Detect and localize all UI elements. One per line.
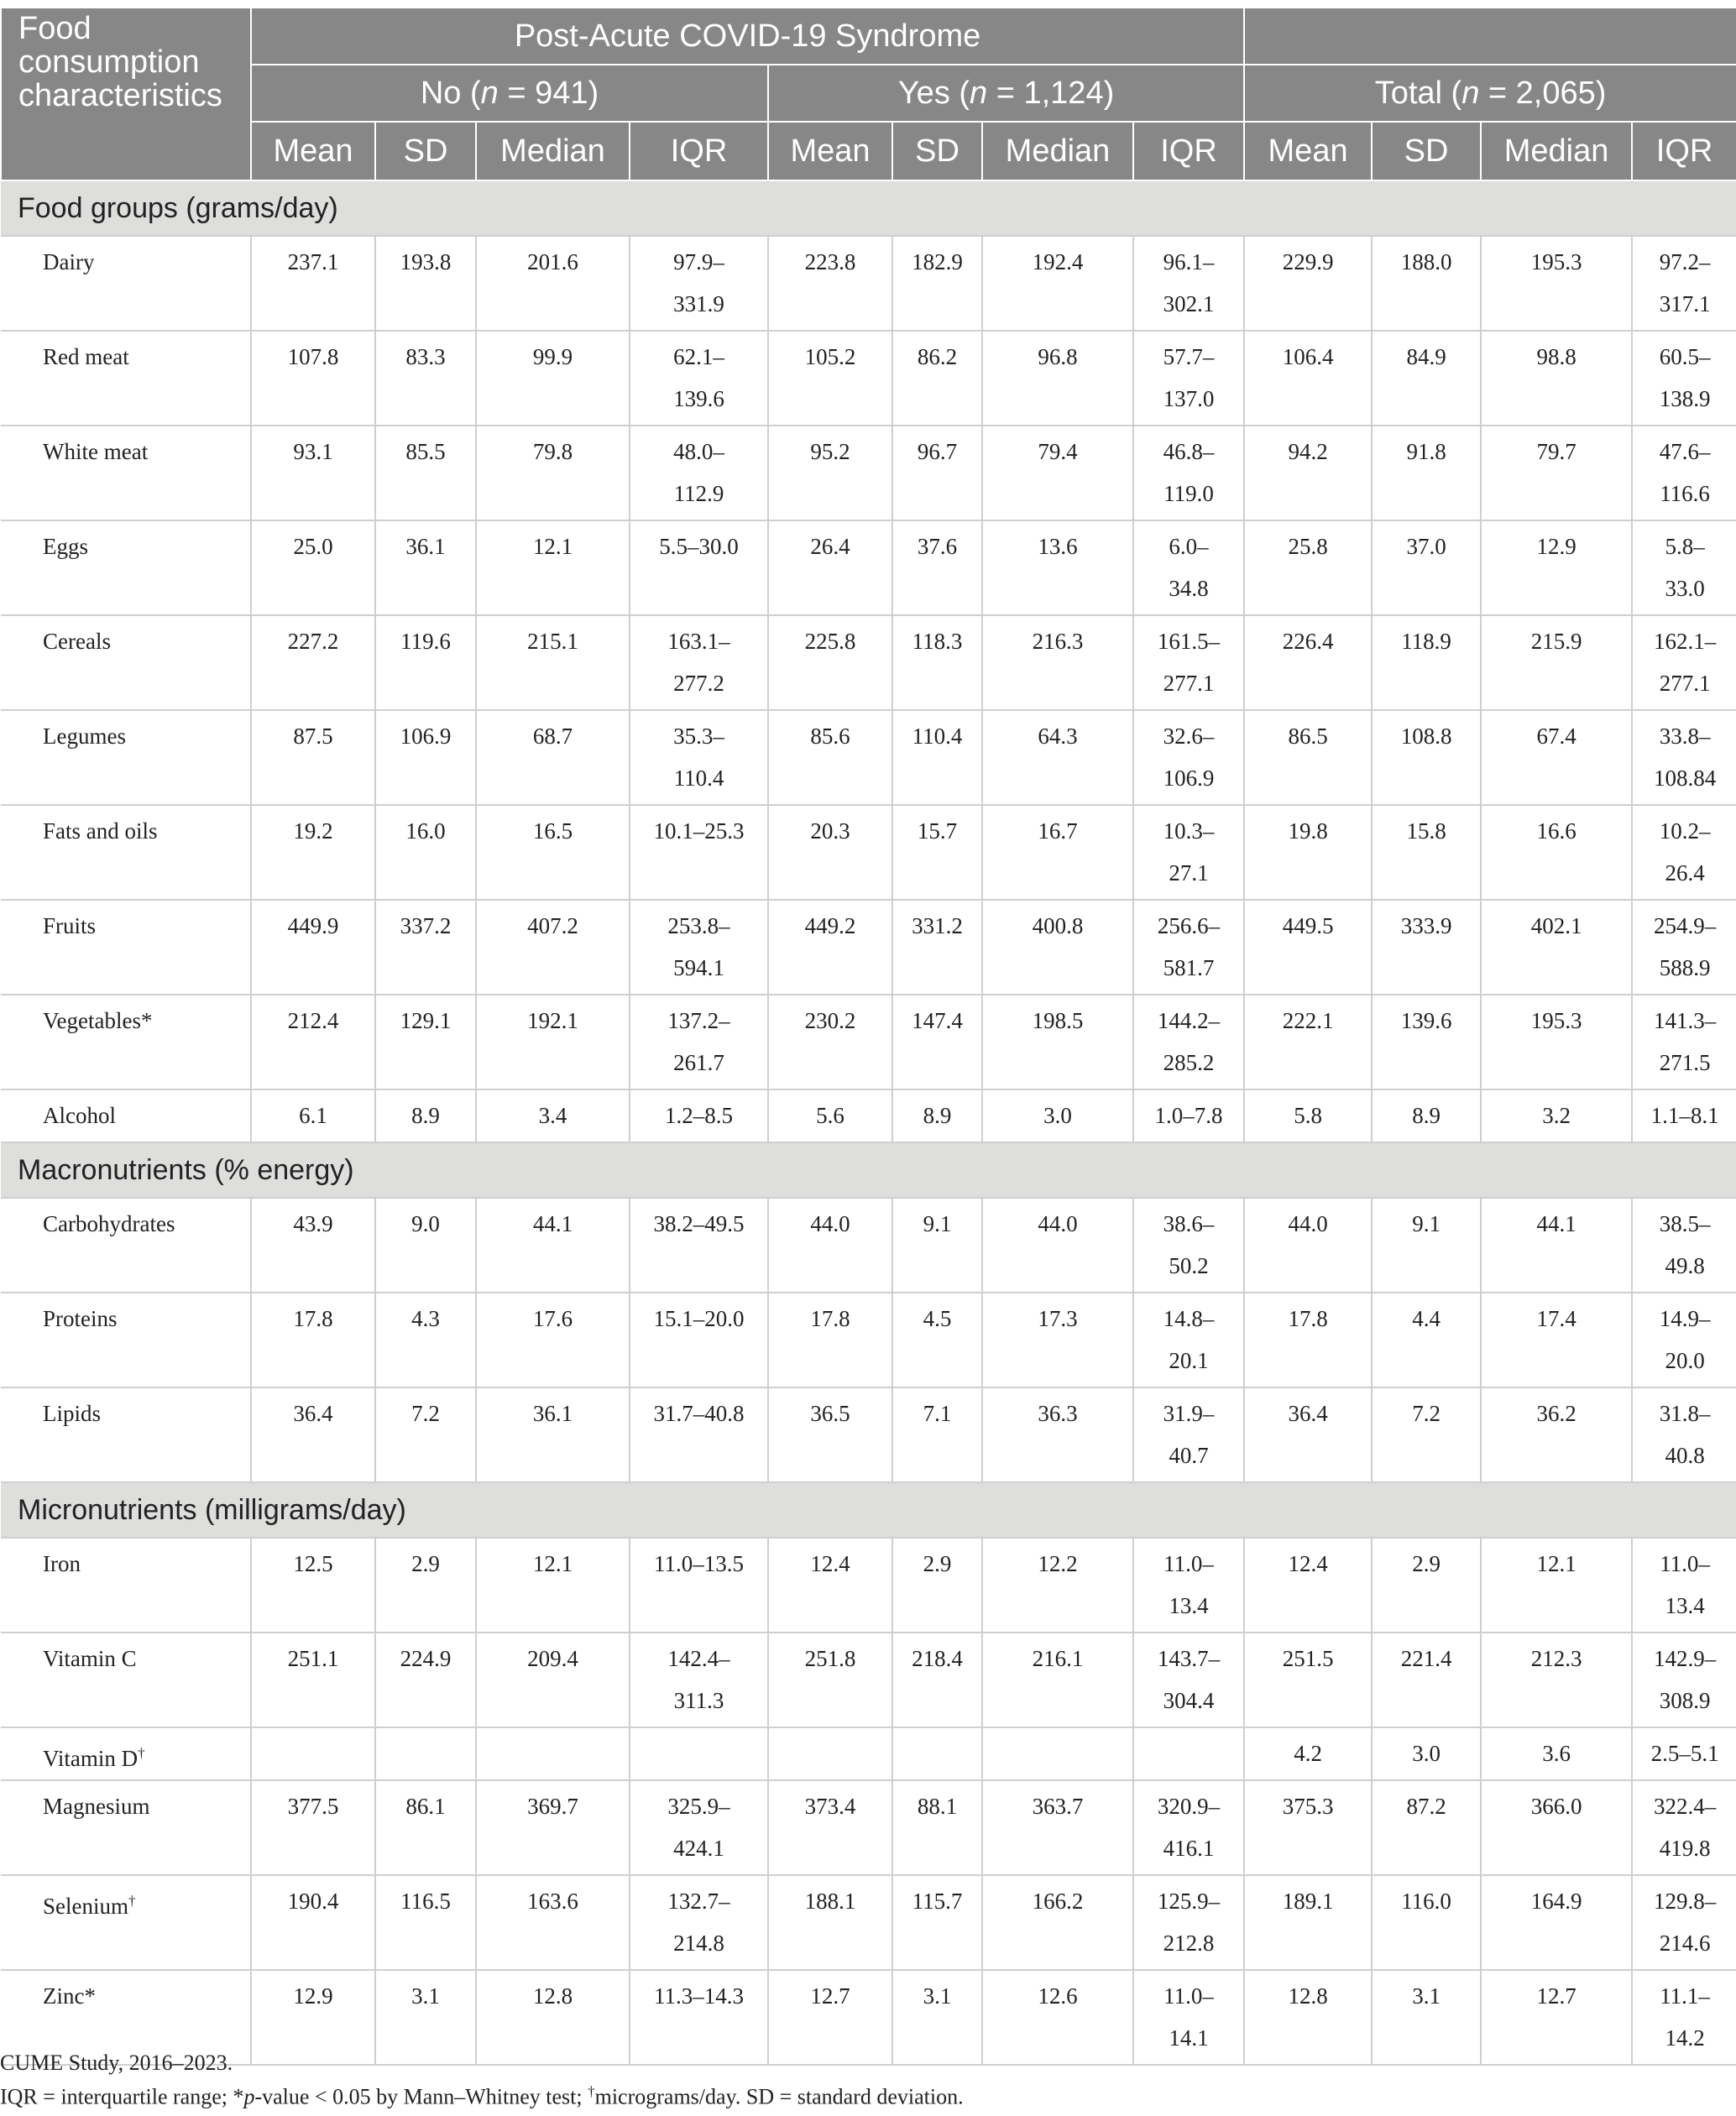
iqr-cell: 161.5– 277.1 bbox=[1133, 615, 1244, 710]
value-cell: 12.4 bbox=[768, 1538, 892, 1633]
value-cell: 189.1 bbox=[1244, 1875, 1372, 1970]
value-cell: 222.1 bbox=[1244, 995, 1372, 1089]
value-cell: 373.4 bbox=[768, 1780, 892, 1875]
group-title-blank bbox=[1244, 8, 1736, 65]
iqr-cell: 137.2– 261.7 bbox=[630, 995, 768, 1089]
row-label: Iron bbox=[1, 1538, 251, 1633]
iqr-cell: 11.1– 14.2 bbox=[1632, 1970, 1736, 2065]
value-cell: 108.8 bbox=[1372, 710, 1481, 805]
value-cell: 95.2 bbox=[768, 426, 892, 520]
group-title: Post-Acute COVID-19 Syndrome bbox=[251, 8, 1244, 65]
value-cell: 377.5 bbox=[251, 1780, 375, 1875]
iqr-cell: 10.1–25.3 bbox=[630, 805, 768, 900]
value-cell: 99.9 bbox=[476, 331, 630, 426]
iqr-cell: 254.9– 588.9 bbox=[1632, 900, 1736, 995]
iqr-cell: 14.8– 20.1 bbox=[1133, 1293, 1244, 1387]
value-cell: 333.9 bbox=[1372, 900, 1481, 995]
iqr-cell bbox=[1133, 1727, 1244, 1780]
table-row bbox=[1, 1387, 1736, 1482]
value-cell: 16.7 bbox=[982, 805, 1133, 900]
value-cell: 44.0 bbox=[982, 1198, 1133, 1293]
value-cell: 68.7 bbox=[476, 710, 630, 805]
value-cell: 251.5 bbox=[1244, 1633, 1372, 1727]
table-note-abbreviations: IQR = interquartile range; *p-value < 0.05 by Mann–Whitney test; †micrograms/day. SD = standard deviation. bbox=[0, 2083, 964, 2109]
value-cell: 94.2 bbox=[1244, 426, 1372, 520]
value-cell: 366.0 bbox=[1481, 1780, 1632, 1875]
value-cell: 221.4 bbox=[1372, 1633, 1481, 1727]
value-cell: 251.1 bbox=[251, 1633, 375, 1727]
stat-header-median: Median bbox=[1481, 122, 1632, 180]
iqr-cell: 162.1– 277.1 bbox=[1632, 615, 1736, 710]
value-cell: 83.3 bbox=[375, 331, 476, 426]
value-cell: 20.3 bbox=[768, 805, 892, 900]
value-cell: 4.5 bbox=[892, 1293, 982, 1387]
value-cell: 224.9 bbox=[375, 1633, 476, 1727]
value-cell: 36.4 bbox=[251, 1387, 375, 1482]
value-cell: 37.0 bbox=[1372, 520, 1481, 615]
value-cell: 105.2 bbox=[768, 331, 892, 426]
row-label: Cereals bbox=[1, 615, 251, 710]
iqr-cell: 5.8– 33.0 bbox=[1632, 520, 1736, 615]
table-row bbox=[1, 331, 1736, 426]
value-cell: 449.2 bbox=[768, 900, 892, 995]
iqr-cell: 33.8– 108.84 bbox=[1632, 710, 1736, 805]
value-cell: 215.9 bbox=[1481, 615, 1632, 710]
value-cell: 36.3 bbox=[982, 1387, 1133, 1482]
table-row bbox=[1, 1633, 1736, 1727]
iqr-cell: 129.8– 214.6 bbox=[1632, 1875, 1736, 1970]
value-cell: 8.9 bbox=[1372, 1089, 1481, 1142]
iqr-cell: 46.8– 119.0 bbox=[1133, 426, 1244, 520]
value-cell: 192.4 bbox=[982, 236, 1133, 331]
value-cell: 88.1 bbox=[892, 1780, 982, 1875]
section-header-row bbox=[1, 1482, 1736, 1538]
row-label: Red meat bbox=[1, 331, 251, 426]
value-cell: 3.0 bbox=[982, 1089, 1133, 1142]
value-cell: 9.0 bbox=[375, 1198, 476, 1293]
value-cell: 19.8 bbox=[1244, 805, 1372, 900]
value-cell: 3.1 bbox=[1372, 1970, 1481, 2065]
value-cell: 106.9 bbox=[375, 710, 476, 805]
row-label: Lipids bbox=[1, 1387, 251, 1482]
iqr-cell: 31.9– 40.7 bbox=[1133, 1387, 1244, 1482]
value-cell: 212.4 bbox=[251, 995, 375, 1089]
value-cell: 44.0 bbox=[1244, 1198, 1372, 1293]
row-label: Selenium† bbox=[1, 1875, 251, 1970]
iqr-cell: 253.8– 594.1 bbox=[630, 900, 768, 995]
iqr-cell: 97.9– 331.9 bbox=[630, 236, 768, 331]
value-cell: 139.6 bbox=[1372, 995, 1481, 1089]
iqr-cell: 11.3–14.3 bbox=[630, 1970, 768, 2065]
value-cell: 209.4 bbox=[476, 1633, 630, 1727]
iqr-cell: 31.7–40.8 bbox=[630, 1387, 768, 1482]
value-cell: 36.1 bbox=[476, 1387, 630, 1482]
value-cell: 3.0 bbox=[1372, 1727, 1481, 1780]
iqr-cell: 1.0–7.8 bbox=[1133, 1089, 1244, 1142]
iqr-cell: 6.0– 34.8 bbox=[1133, 520, 1244, 615]
value-cell: 3.2 bbox=[1481, 1089, 1632, 1142]
row-label: Dairy bbox=[1, 236, 251, 331]
iqr-cell: 97.2– 317.1 bbox=[1632, 236, 1736, 331]
row-label: Proteins bbox=[1, 1293, 251, 1387]
subgroup-yes: Yes (n = 1,124) bbox=[768, 65, 1244, 122]
value-cell: 17.6 bbox=[476, 1293, 630, 1387]
value-cell bbox=[768, 1727, 892, 1780]
row-label: Carbohydrates bbox=[1, 1198, 251, 1293]
table-row bbox=[1, 995, 1736, 1089]
iqr-cell: 62.1– 139.6 bbox=[630, 331, 768, 426]
value-cell: 8.9 bbox=[375, 1089, 476, 1142]
value-cell: 12.8 bbox=[1244, 1970, 1372, 2065]
stat-header-iqr: IQR bbox=[1133, 122, 1244, 180]
table-row bbox=[1, 615, 1736, 710]
row-label: Magnesium bbox=[1, 1780, 251, 1875]
value-cell bbox=[892, 1727, 982, 1780]
iqr-cell: 14.9– 20.0 bbox=[1632, 1293, 1736, 1387]
value-cell: 12.5 bbox=[251, 1538, 375, 1633]
stat-header-sd: SD bbox=[375, 122, 476, 180]
value-cell: 216.3 bbox=[982, 615, 1133, 710]
value-cell: 201.6 bbox=[476, 236, 630, 331]
value-cell: 9.1 bbox=[1372, 1198, 1481, 1293]
iqr-cell: 35.3– 110.4 bbox=[630, 710, 768, 805]
value-cell bbox=[375, 1727, 476, 1780]
table-row bbox=[1, 1727, 1736, 1780]
value-cell: 7.1 bbox=[892, 1387, 982, 1482]
value-cell: 116.5 bbox=[375, 1875, 476, 1970]
value-cell: 15.8 bbox=[1372, 805, 1481, 900]
value-cell: 16.0 bbox=[375, 805, 476, 900]
section-title: Macronutrients (% energy) bbox=[1, 1142, 1736, 1198]
row-label: Fats and oils bbox=[1, 805, 251, 900]
iqr-cell: 10.2– 26.4 bbox=[1632, 805, 1736, 900]
value-cell: 251.8 bbox=[768, 1633, 892, 1727]
value-cell: 198.5 bbox=[982, 995, 1133, 1089]
iqr-cell: 256.6– 581.7 bbox=[1133, 900, 1244, 995]
value-cell: 182.9 bbox=[892, 236, 982, 331]
value-cell: 91.8 bbox=[1372, 426, 1481, 520]
stat-header-sd: SD bbox=[892, 122, 982, 180]
iqr-cell: 163.1– 277.2 bbox=[630, 615, 768, 710]
value-cell: 5.6 bbox=[768, 1089, 892, 1142]
table-row bbox=[1, 236, 1736, 331]
section-title: Micronutrients (milligrams/day) bbox=[1, 1482, 1736, 1538]
value-cell: 195.3 bbox=[1481, 236, 1632, 331]
iqr-cell: 11.0– 13.4 bbox=[1133, 1538, 1244, 1633]
value-cell: 25.8 bbox=[1244, 520, 1372, 615]
value-cell: 36.2 bbox=[1481, 1387, 1632, 1482]
value-cell: 17.3 bbox=[982, 1293, 1133, 1387]
iqr-cell: 10.3– 27.1 bbox=[1133, 805, 1244, 900]
value-cell: 16.6 bbox=[1481, 805, 1632, 900]
value-cell: 3.1 bbox=[892, 1970, 982, 2065]
iqr-cell: 48.0– 112.9 bbox=[630, 426, 768, 520]
value-cell: 19.2 bbox=[251, 805, 375, 900]
iqr-cell: 60.5– 138.9 bbox=[1632, 331, 1736, 426]
value-cell: 5.8 bbox=[1244, 1089, 1372, 1142]
value-cell: 13.6 bbox=[982, 520, 1133, 615]
iqr-cell: 11.0–13.5 bbox=[630, 1538, 768, 1633]
value-cell: 67.4 bbox=[1481, 710, 1632, 805]
value-cell: 64.3 bbox=[982, 710, 1133, 805]
food-consumption-table bbox=[0, 7, 1736, 2066]
section-header-row bbox=[1, 180, 1736, 236]
value-cell: 449.5 bbox=[1244, 900, 1372, 995]
value-cell: 12.1 bbox=[1481, 1538, 1632, 1633]
row-label: White meat bbox=[1, 426, 251, 520]
value-cell: 12.6 bbox=[982, 1970, 1133, 2065]
value-cell: 407.2 bbox=[476, 900, 630, 995]
table-row bbox=[1, 805, 1736, 900]
iqr-cell: 1.1–8.1 bbox=[1632, 1089, 1736, 1142]
value-cell: 37.6 bbox=[892, 520, 982, 615]
value-cell: 12.9 bbox=[1481, 520, 1632, 615]
value-cell: 36.4 bbox=[1244, 1387, 1372, 1482]
value-cell: 212.3 bbox=[1481, 1633, 1632, 1727]
value-cell: 331.2 bbox=[892, 900, 982, 995]
value-cell: 7.2 bbox=[1372, 1387, 1481, 1482]
iqr-cell: 38.6– 50.2 bbox=[1133, 1198, 1244, 1293]
value-cell: 85.6 bbox=[768, 710, 892, 805]
value-cell bbox=[251, 1727, 375, 1780]
value-cell: 44.1 bbox=[1481, 1198, 1632, 1293]
value-cell: 223.8 bbox=[768, 236, 892, 331]
value-cell: 44.0 bbox=[768, 1198, 892, 1293]
value-cell: 3.1 bbox=[375, 1970, 476, 2065]
value-cell: 17.8 bbox=[768, 1293, 892, 1387]
stat-header-mean: Mean bbox=[768, 122, 892, 180]
iqr-cell: 96.1– 302.1 bbox=[1133, 236, 1244, 331]
value-cell: 193.8 bbox=[375, 236, 476, 331]
value-cell: 36.1 bbox=[375, 520, 476, 615]
value-cell: 79.7 bbox=[1481, 426, 1632, 520]
value-cell: 15.7 bbox=[892, 805, 982, 900]
iqr-cell bbox=[630, 1727, 768, 1780]
value-cell: 79.8 bbox=[476, 426, 630, 520]
value-cell: 218.4 bbox=[892, 1633, 982, 1727]
value-cell: 369.7 bbox=[476, 1780, 630, 1875]
value-cell bbox=[476, 1727, 630, 1780]
stat-header-iqr: IQR bbox=[1632, 122, 1736, 180]
value-cell: 17.8 bbox=[1244, 1293, 1372, 1387]
iqr-cell: 11.0– 13.4 bbox=[1632, 1538, 1736, 1633]
value-cell: 195.3 bbox=[1481, 995, 1632, 1089]
table-row bbox=[1, 520, 1736, 615]
iqr-cell: 38.2–49.5 bbox=[630, 1198, 768, 1293]
iqr-cell: 32.6– 106.9 bbox=[1133, 710, 1244, 805]
table-row bbox=[1, 1875, 1736, 1970]
value-cell: 110.4 bbox=[892, 710, 982, 805]
value-cell: 12.1 bbox=[476, 520, 630, 615]
table-note-source: CUME Study, 2016–2023. bbox=[0, 2051, 233, 2075]
value-cell: 12.8 bbox=[476, 1970, 630, 2065]
iqr-cell: 142.4– 311.3 bbox=[630, 1633, 768, 1727]
value-cell: 119.6 bbox=[375, 615, 476, 710]
value-cell: 16.5 bbox=[476, 805, 630, 900]
value-cell: 2.9 bbox=[375, 1538, 476, 1633]
value-cell: 229.9 bbox=[1244, 236, 1372, 331]
value-cell: 116.0 bbox=[1372, 1875, 1481, 1970]
value-cell: 12.1 bbox=[476, 1538, 630, 1633]
value-cell: 4.3 bbox=[375, 1293, 476, 1387]
table-row bbox=[1, 1089, 1736, 1142]
value-cell: 402.1 bbox=[1481, 900, 1632, 995]
value-cell: 118.3 bbox=[892, 615, 982, 710]
value-cell: 192.1 bbox=[476, 995, 630, 1089]
value-cell: 96.7 bbox=[892, 426, 982, 520]
value-cell: 8.9 bbox=[892, 1089, 982, 1142]
iqr-cell: 141.3– 271.5 bbox=[1632, 995, 1736, 1089]
stat-header-mean: Mean bbox=[1244, 122, 1372, 180]
row-label: Alcohol bbox=[1, 1089, 251, 1142]
value-cell: 400.8 bbox=[982, 900, 1133, 995]
iqr-cell: 11.0– 14.1 bbox=[1133, 1970, 1244, 2065]
value-cell: 107.8 bbox=[251, 331, 375, 426]
value-cell: 4.4 bbox=[1372, 1293, 1481, 1387]
iqr-cell: 5.5–30.0 bbox=[630, 520, 768, 615]
value-cell: 17.4 bbox=[1481, 1293, 1632, 1387]
value-cell: 227.2 bbox=[251, 615, 375, 710]
iqr-cell: 1.2–8.5 bbox=[630, 1089, 768, 1142]
value-cell: 25.0 bbox=[251, 520, 375, 615]
value-cell: 9.1 bbox=[892, 1198, 982, 1293]
value-cell: 87.2 bbox=[1372, 1780, 1481, 1875]
stat-header-median: Median bbox=[476, 122, 630, 180]
value-cell bbox=[982, 1727, 1133, 1780]
value-cell: 118.9 bbox=[1372, 615, 1481, 710]
iqr-cell: 142.9– 308.9 bbox=[1632, 1633, 1736, 1727]
table-row bbox=[1, 1538, 1736, 1633]
value-cell: 215.1 bbox=[476, 615, 630, 710]
value-cell: 3.4 bbox=[476, 1089, 630, 1142]
value-cell: 363.7 bbox=[982, 1780, 1133, 1875]
value-cell: 4.2 bbox=[1244, 1727, 1372, 1780]
value-cell: 12.2 bbox=[982, 1538, 1133, 1633]
value-cell: 164.9 bbox=[1481, 1875, 1632, 1970]
row-label: Eggs bbox=[1, 520, 251, 615]
value-cell: 36.5 bbox=[768, 1387, 892, 1482]
value-cell: 7.2 bbox=[375, 1387, 476, 1482]
table-row bbox=[1, 900, 1736, 995]
table-row bbox=[1, 1198, 1736, 1293]
value-cell: 163.6 bbox=[476, 1875, 630, 1970]
iqr-cell: 325.9– 424.1 bbox=[630, 1780, 768, 1875]
stat-header-median: Median bbox=[982, 122, 1133, 180]
value-cell: 87.5 bbox=[251, 710, 375, 805]
value-cell: 188.0 bbox=[1372, 236, 1481, 331]
iqr-cell: 132.7– 214.8 bbox=[630, 1875, 768, 1970]
value-cell: 12.4 bbox=[1244, 1538, 1372, 1633]
section-header-row bbox=[1, 1142, 1736, 1198]
iqr-cell: 31.8– 40.8 bbox=[1632, 1387, 1736, 1482]
iqr-cell: 2.5–5.1 bbox=[1632, 1727, 1736, 1780]
row-label: Vegetables* bbox=[1, 995, 251, 1089]
value-cell: 84.9 bbox=[1372, 331, 1481, 426]
value-cell: 98.8 bbox=[1481, 331, 1632, 426]
section-title: Food groups (grams/day) bbox=[1, 180, 1736, 236]
value-cell: 166.2 bbox=[982, 1875, 1133, 1970]
value-cell: 86.2 bbox=[892, 331, 982, 426]
table-container bbox=[0, 7, 1736, 2066]
value-cell: 12.7 bbox=[768, 1970, 892, 2065]
value-cell: 230.2 bbox=[768, 995, 892, 1089]
value-cell: 449.9 bbox=[251, 900, 375, 995]
value-cell: 147.4 bbox=[892, 995, 982, 1089]
value-cell: 226.4 bbox=[1244, 615, 1372, 710]
row-label: Legumes bbox=[1, 710, 251, 805]
value-cell: 26.4 bbox=[768, 520, 892, 615]
iqr-cell: 320.9– 416.1 bbox=[1133, 1780, 1244, 1875]
iqr-cell: 15.1–20.0 bbox=[630, 1293, 768, 1387]
stat-header-mean: Mean bbox=[251, 122, 375, 180]
iqr-cell: 144.2– 285.2 bbox=[1133, 995, 1244, 1089]
value-cell: 86.1 bbox=[375, 1780, 476, 1875]
value-cell: 216.1 bbox=[982, 1633, 1133, 1727]
iqr-cell: 57.7– 137.0 bbox=[1133, 331, 1244, 426]
table-row bbox=[1, 426, 1736, 520]
iqr-cell: 47.6– 116.6 bbox=[1632, 426, 1736, 520]
table-row bbox=[1, 1293, 1736, 1387]
subgroup-no: No (n = 941) bbox=[251, 65, 768, 122]
table-row bbox=[1, 1780, 1736, 1875]
value-cell: 3.6 bbox=[1481, 1727, 1632, 1780]
value-cell: 79.4 bbox=[982, 426, 1133, 520]
iqr-cell: 125.9– 212.8 bbox=[1133, 1875, 1244, 1970]
iqr-cell: 322.4– 419.8 bbox=[1632, 1780, 1736, 1875]
value-cell: 190.4 bbox=[251, 1875, 375, 1970]
value-cell: 85.5 bbox=[375, 426, 476, 520]
value-cell: 237.1 bbox=[251, 236, 375, 331]
value-cell: 43.9 bbox=[251, 1198, 375, 1293]
value-cell: 106.4 bbox=[1244, 331, 1372, 426]
value-cell: 337.2 bbox=[375, 900, 476, 995]
value-cell: 225.8 bbox=[768, 615, 892, 710]
value-cell: 96.8 bbox=[982, 331, 1133, 426]
value-cell: 44.1 bbox=[476, 1198, 630, 1293]
value-cell: 2.9 bbox=[892, 1538, 982, 1633]
value-cell: 6.1 bbox=[251, 1089, 375, 1142]
value-cell: 115.7 bbox=[892, 1875, 982, 1970]
iqr-cell: 143.7– 304.4 bbox=[1133, 1633, 1244, 1727]
value-cell: 93.1 bbox=[251, 426, 375, 520]
row-label: Fruits bbox=[1, 900, 251, 995]
stat-header-sd: SD bbox=[1372, 122, 1481, 180]
stat-header-iqr: IQR bbox=[630, 122, 768, 180]
row-label: Vitamin C bbox=[1, 1633, 251, 1727]
table-row bbox=[1, 710, 1736, 805]
row-label: Vitamin D† bbox=[1, 1727, 251, 1780]
value-cell: 375.3 bbox=[1244, 1780, 1372, 1875]
value-cell: 12.9 bbox=[251, 1970, 375, 2065]
value-cell: 188.1 bbox=[768, 1875, 892, 1970]
subgroup-total: Total (n = 2,065) bbox=[1244, 65, 1736, 122]
value-cell: 2.9 bbox=[1372, 1538, 1481, 1633]
value-cell: 129.1 bbox=[375, 995, 476, 1089]
value-cell: 17.8 bbox=[251, 1293, 375, 1387]
value-cell: 86.5 bbox=[1244, 710, 1372, 805]
row-label: Zinc* bbox=[1, 1970, 251, 2065]
iqr-cell: 38.5– 49.8 bbox=[1632, 1198, 1736, 1293]
row-label-header: Food consumption characteristics bbox=[1, 8, 251, 180]
value-cell: 12.7 bbox=[1481, 1970, 1632, 2065]
